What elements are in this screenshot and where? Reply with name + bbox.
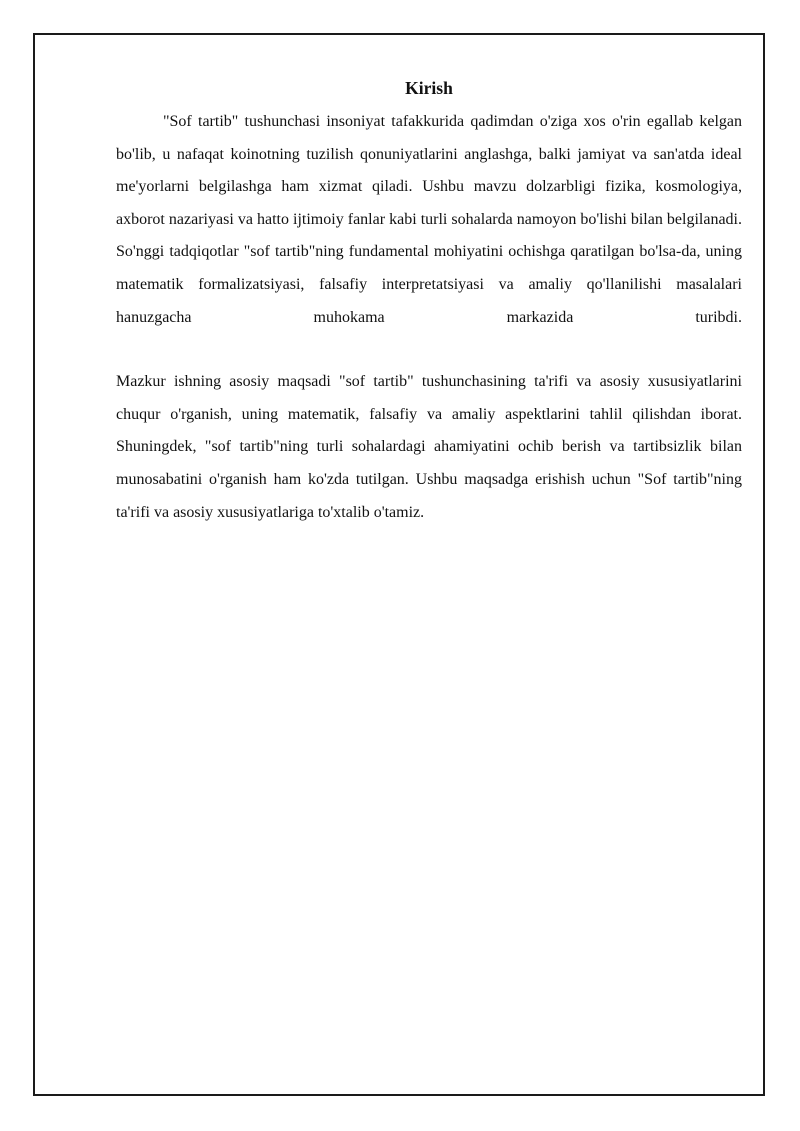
paragraph-goal: Mazkur ishning asosiy maqsadi "sof tartib" tushunchasining ta'rifi va asosiy xususiyatlarini chuqur o'rganish, uning matematik, falsafiy va amaliy aspektlarini tahlil qilishdan iborat. Shuningdek, "sof tartib"ning turli sohalardagi ahamiyatini ochib berish va tartibsizlik bilan munosabatini o'rganish ham ko'zda tutilgan. Ushbu maqsadga erishish uchun "Sof tartib"ning ta'rifi va asosiy xususiyatlariga to'xtalib o'tamiz. xyxy=(116,373,742,521)
paragraph-intro: "Sof tartib" tushunchasi insoniyat tafakkurida qadimdan o'ziga xos o'rin egallab kelgan bo'lib, u nafaqat koinotning tuzilish qonuniyatlarini anglashga, balki jamiyat va san'atda ideal me'yorlarni belgilashga ham xizmat qiladi. Ushbu mavzu dolzarbligi fizika, kosmologiya, axborot nazariyasi va hatto ijtimoiy fanlar kabi turli sohalarda namoyon bo'lishi bilan belgilanadi. So'nggi tadqiqotlar "sof tartib"ning fundamental mohiyatini ochishga qaratilgan bo'lsa-da, uning matematik formalizatsiyasi, falsafiy interpretatsiyasi va amaliy qo'llanilishi masalalari hanuzgacha muhokama markazida turibdi. xyxy=(116,113,742,326)
document-title: Kirish xyxy=(405,78,453,98)
document-body xyxy=(116,76,742,529)
